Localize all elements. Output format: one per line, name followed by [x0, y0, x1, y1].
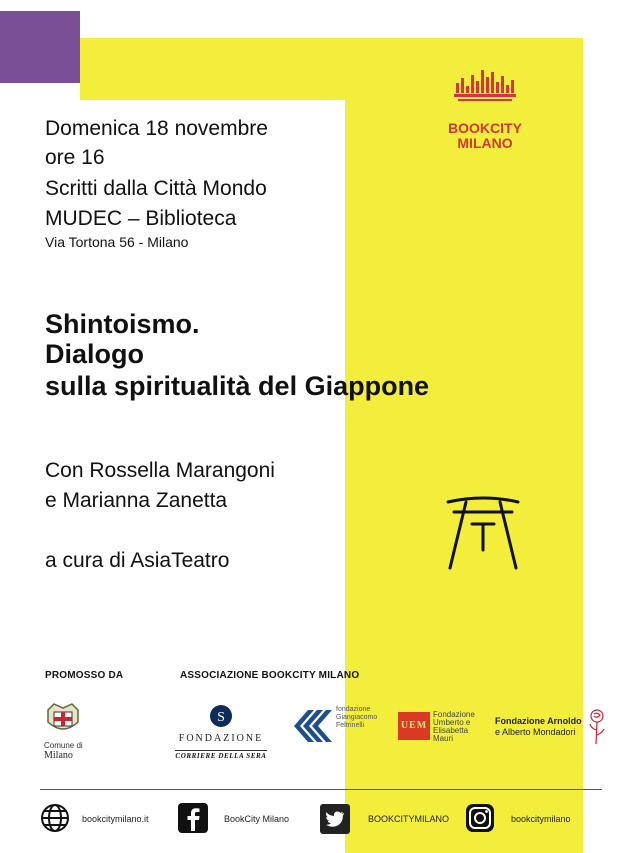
promoted-by-label: PROMOSSO DA	[45, 670, 124, 681]
mauri-mark-text: UEM	[400, 720, 428, 731]
sponsor-fondazione-corriere	[173, 704, 269, 763]
logo-line1: BOOKCITY	[448, 120, 522, 136]
corriere-line1: FONDAZIONE	[178, 733, 264, 744]
mondadori-line1: Fondazione Arnoldo	[495, 716, 582, 726]
torii-gate-icon	[444, 492, 522, 572]
mauri-line3: Elisabetta	[433, 726, 469, 735]
event-venue: MUDEC – Biblioteca	[45, 207, 237, 230]
comune-line1: Comune di	[44, 741, 83, 750]
mauri-mark	[398, 712, 430, 740]
association-label: ASSOCIAZIONE BOOKCITY MILANO	[180, 670, 360, 681]
feltrinelli-line2: Giangiacomo	[336, 714, 378, 721]
footer-website[interactable]: bookcitymilano.it	[82, 814, 149, 824]
footer-divider	[40, 789, 602, 790]
sponsor-comune-milano	[44, 702, 88, 761]
svg-text:S: S	[217, 710, 225, 725]
feltrinelli-line3: Feltrinelli	[336, 722, 365, 729]
mauri-line1: Fondazione	[433, 710, 475, 719]
curator: a cura di AsiaTeatro	[45, 549, 230, 572]
facebook-icon[interactable]	[178, 803, 208, 833]
speakers-line-2: e Marianna Zanetta	[45, 489, 228, 512]
corriere-line2: CORRIERE DELLA SERA	[175, 752, 267, 760]
comune-line2: Milano	[44, 750, 73, 761]
feltrinelli-line1: fondazione	[336, 706, 371, 713]
event-date: Domenica 18 novembre	[45, 117, 268, 140]
footer-instagram[interactable]: bookcitymilano	[511, 814, 571, 824]
bookcity-logo	[440, 68, 530, 151]
mauri-line4: Mauri	[433, 734, 454, 743]
footer-facebook[interactable]: BookCity Milano	[224, 814, 290, 824]
footer-twitter[interactable]: BOOKCITYMILANO	[368, 814, 450, 824]
title-line-1: Shintoismo.	[45, 309, 200, 339]
speakers-line-1: Con Rossella Marangoni	[45, 459, 275, 482]
bookcity-books-icon	[440, 68, 530, 116]
rose-icon	[587, 708, 607, 746]
title-line-2: Dialogo	[45, 339, 144, 369]
globe-icon[interactable]	[40, 803, 70, 833]
event-time: ore 16	[45, 146, 105, 169]
logo-line2: MILANO	[457, 135, 513, 151]
mondadori-line2: e Alberto Mondadori	[495, 727, 576, 737]
event-address: Via Tortona 56 - Milano	[45, 234, 189, 250]
milano-crest-icon	[44, 702, 82, 736]
feltrinelli-chevrons-icon	[290, 706, 336, 746]
title-line-3: sulla spiritualità del Giappone	[45, 371, 430, 401]
twitter-icon[interactable]	[320, 804, 350, 834]
sponsor-fondazione-mondadori	[495, 716, 582, 738]
purple-accent-block	[0, 11, 80, 83]
mauri-line2: Umberto e	[433, 718, 471, 727]
event-series: Scritti dalla Città Mondo	[45, 177, 267, 200]
instagram-icon[interactable]	[465, 803, 495, 833]
corriere-emblem-icon	[209, 704, 233, 728]
